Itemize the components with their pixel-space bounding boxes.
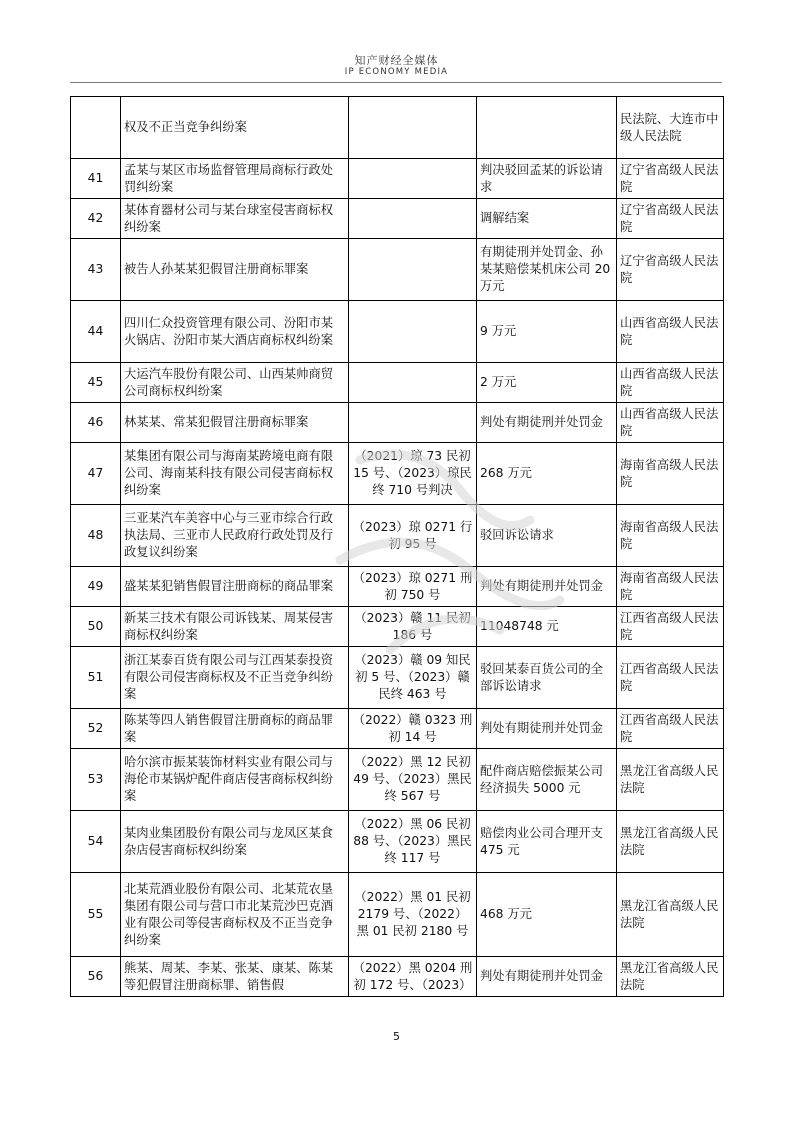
row-number: 55 — [71, 873, 121, 957]
case-name: 被告人孙某某犯假冒注册商标罪案 — [121, 239, 349, 301]
case-number: （2022）黑 0204 刑初 172 号、（2023） — [349, 957, 477, 997]
case-number — [349, 301, 477, 363]
case-result: 判处有期徒刑并处罚金 — [477, 403, 617, 443]
court-name: 江西省高级人民法院 — [617, 647, 724, 709]
case-result: 判处有期徒刑并处罚金 — [477, 957, 617, 997]
case-name: 林某某、常某犯假冒注册商标罪案 — [121, 403, 349, 443]
court-name: 辽宁省高级人民法院 — [617, 199, 724, 239]
row-number: 44 — [71, 301, 121, 363]
table-row — [71, 567, 724, 607]
case-result: 驳回某泰百货公司的全部诉讼请求 — [477, 647, 617, 709]
case-result: 调解结案 — [477, 199, 617, 239]
table-row — [71, 301, 724, 363]
row-number: 54 — [71, 811, 121, 873]
case-result: 有期徒刑并处罚金、孙某某赔偿某机床公司 20 万元 — [477, 239, 617, 301]
case-name: 三亚某汽车美容中心与三亚市综合行政执法局、三亚市人民政府行政处罚及行政复议纠纷案 — [121, 505, 349, 567]
table-row — [71, 957, 724, 997]
case-name: 哈尔滨市振某装饰材料实业有限公司与海伦市某锅炉配件商店侵害商标权纠纷案 — [121, 749, 349, 811]
case-result: 9 万元 — [477, 301, 617, 363]
case-number — [349, 97, 477, 159]
court-name: 黑龙江省高级人民法院 — [617, 957, 724, 997]
row-number: 52 — [71, 709, 121, 749]
case-name: 盛某某犯销售假冒注册商标的商品罪案 — [121, 567, 349, 607]
court-name: 民法院、大连市中级人民法院 — [617, 97, 724, 159]
row-number: 46 — [71, 403, 121, 443]
case-table — [70, 96, 724, 997]
table-row — [71, 505, 724, 567]
table-row — [71, 363, 724, 403]
row-number: 48 — [71, 505, 121, 567]
case-number — [349, 403, 477, 443]
case-number — [349, 159, 477, 199]
case-result: 2 万元 — [477, 363, 617, 403]
case-result — [477, 97, 617, 159]
court-name: 黑龙江省高级人民法院 — [617, 811, 724, 873]
row-number: 45 — [71, 363, 121, 403]
row-number: 42 — [71, 199, 121, 239]
case-number — [349, 363, 477, 403]
case-number: （2023）赣 11 民初 186 号 — [349, 607, 477, 647]
case-name: 新某三技术有限公司诉钱某、周某侵害商标权纠纷案 — [121, 607, 349, 647]
row-number: 53 — [71, 749, 121, 811]
case-result: 判处有期徒刑并处罚金 — [477, 709, 617, 749]
table-row — [71, 709, 724, 749]
case-number: （2022）黑 06 民初 88 号、（2023）黑民终 117 号 — [349, 811, 477, 873]
case-name: 浙江某泰百货有限公司与江西某泰投资有限公司侵害商标权及不正当竞争纠纷案 — [121, 647, 349, 709]
row-number: 56 — [71, 957, 121, 997]
case-result: 判决驳回孟某的诉讼请求 — [477, 159, 617, 199]
case-name: 北某荒酒业股份有限公司、北某荒农垦集团有限公司与营口市北某荒沙巴克酒业有限公司等侵害商标权及不正当竞争纠纷案 — [121, 873, 349, 957]
header-divider — [70, 82, 722, 83]
case-number: （2022）黑 01 民初 2179 号、（2022）黑 01 民初 2180 号 — [349, 873, 477, 957]
case-result: 11048748 元 — [477, 607, 617, 647]
case-result: 468 万元 — [477, 873, 617, 957]
case-number: （2022）黑 12 民初 49 号、（2023）黑民终 567 号 — [349, 749, 477, 811]
case-number: （2022）赣 0323 刑初 14 号 — [349, 709, 477, 749]
case-number — [349, 239, 477, 301]
court-name: 辽宁省高级人民法院 — [617, 239, 724, 301]
case-number — [349, 199, 477, 239]
court-name: 山西省高级人民法院 — [617, 403, 724, 443]
case-name: 熊某、周某、李某、张某、康某、陈某等犯假冒注册商标罪、销售假 — [121, 957, 349, 997]
header-title-en: IP ECONOMY MEDIA — [344, 67, 449, 77]
table-row — [71, 873, 724, 957]
court-name: 辽宁省高级人民法院 — [617, 159, 724, 199]
court-name: 海南省高级人民法院 — [617, 505, 724, 567]
case-number: （2023）赣 09 知民初 5 号、（2023）赣民终 463 号 — [349, 647, 477, 709]
case-name: 陈某等四人销售假冒注册商标的商品罪案 — [121, 709, 349, 749]
table-row — [71, 749, 724, 811]
table-row — [71, 239, 724, 301]
case-number: （2023）琼 0271 刑初 750 号 — [349, 567, 477, 607]
case-name: 大运汽车股份有限公司、山西某帅商贸公司商标权纠纷案 — [121, 363, 349, 403]
table-row — [71, 199, 724, 239]
case-name: 四川仁众投资管理有限公司、汾阳市某火锅店、汾阳市某大酒店商标权纠纷案 — [121, 301, 349, 363]
case-name: 某集团有限公司与海南某跨境电商有限公司、海南某科技有限公司侵害商标权纠纷案 — [121, 443, 349, 505]
court-name: 江西省高级人民法院 — [617, 607, 724, 647]
case-result: 判处有期徒刑并处罚金 — [477, 567, 617, 607]
court-name: 山西省高级人民法院 — [617, 301, 724, 363]
court-name: 海南省高级人民法院 — [617, 567, 724, 607]
header-title-cn: 知产财经全媒体 — [354, 54, 439, 67]
row-number: 51 — [71, 647, 121, 709]
row-number: 47 — [71, 443, 121, 505]
case-result: 268 万元 — [477, 443, 617, 505]
court-name: 山西省高级人民法院 — [617, 363, 724, 403]
case-name: 某肉业集团股份有限公司与龙凤区某食杂店侵害商标权纠纷案 — [121, 811, 349, 873]
row-number: 49 — [71, 567, 121, 607]
table-row — [71, 647, 724, 709]
case-number: （2021）琼 73 民初 15 号、（2023）琼民终 710 号判决 — [349, 443, 477, 505]
case-name: 权及不正当竞争纠纷案 — [121, 97, 349, 159]
table-row — [71, 159, 724, 199]
case-table-body — [71, 97, 724, 997]
case-result: 配件商店赔偿振某公司经济损失 5000 元 — [477, 749, 617, 811]
row-number — [71, 97, 121, 159]
table-row — [71, 607, 724, 647]
court-name: 海南省高级人民法院 — [617, 443, 724, 505]
case-number: （2023）琼 0271 行初 95 号 — [349, 505, 477, 567]
row-number: 50 — [71, 607, 121, 647]
court-name: 江西省高级人民法院 — [617, 709, 724, 749]
row-number: 41 — [71, 159, 121, 199]
table-row — [71, 403, 724, 443]
page-header — [0, 54, 793, 78]
page-number: 5 — [393, 1030, 400, 1043]
case-name: 某体育器材公司与某台球室侵害商标权纠纷案 — [121, 199, 349, 239]
court-name: 黑龙江省高级人民法院 — [617, 749, 724, 811]
table-row — [71, 443, 724, 505]
case-result: 赔偿肉业公司合理开支 475 元 — [477, 811, 617, 873]
row-number: 43 — [71, 239, 121, 301]
table-row — [71, 811, 724, 873]
case-name: 孟某与某区市场监督管理局商标行政处罚纠纷案 — [121, 159, 349, 199]
court-name: 黑龙江省高级人民法院 — [617, 873, 724, 957]
case-result: 驳回诉讼请求 — [477, 505, 617, 567]
table-row — [71, 97, 724, 159]
